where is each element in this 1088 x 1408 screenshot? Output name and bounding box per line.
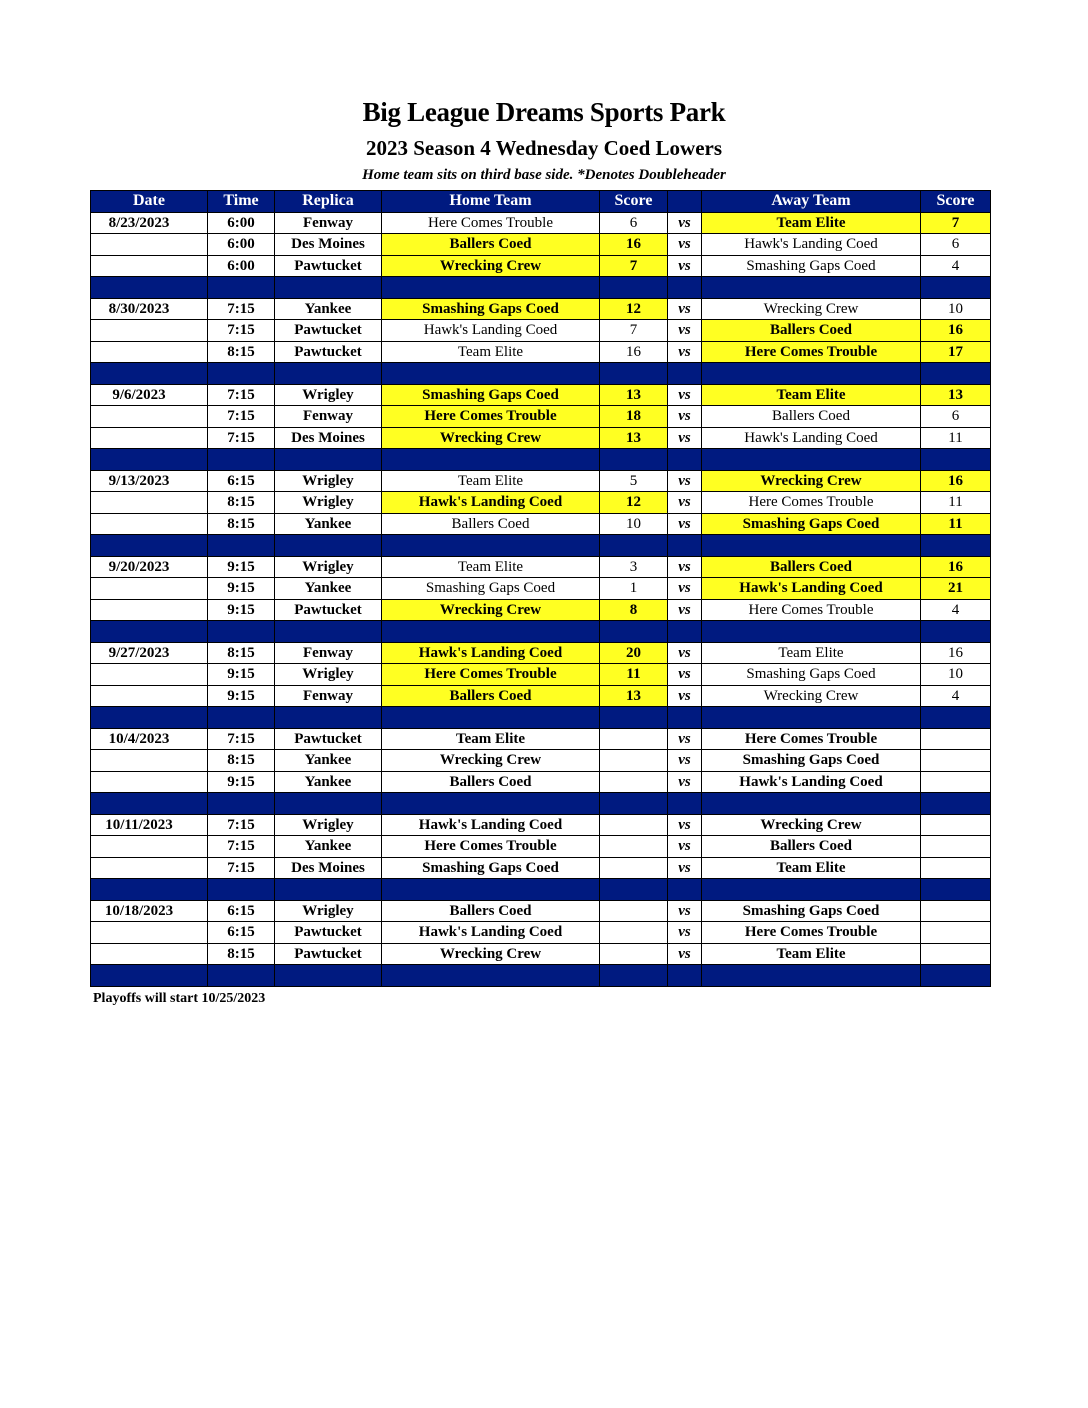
home-team: Hawk's Landing Coed bbox=[382, 642, 600, 664]
home-score: 16 bbox=[600, 234, 668, 256]
away-score: 13 bbox=[921, 384, 991, 406]
game-date bbox=[91, 750, 208, 772]
game-field: Pawtucket bbox=[275, 320, 382, 342]
vs-label: vs bbox=[668, 513, 702, 535]
game-row bbox=[91, 685, 991, 707]
page-title: Big League Dreams Sports Park bbox=[362, 97, 726, 127]
game-row bbox=[91, 384, 991, 406]
game-row bbox=[91, 750, 991, 772]
home-score: 5 bbox=[600, 470, 668, 492]
game-date: 10/11/2023 bbox=[91, 814, 208, 836]
home-score: 10 bbox=[600, 513, 668, 535]
home-score: 18 bbox=[600, 406, 668, 428]
away-score bbox=[921, 900, 991, 922]
game-date: 9/20/2023 bbox=[91, 556, 208, 578]
game-date bbox=[91, 513, 208, 535]
week-separator bbox=[91, 535, 991, 557]
home-score bbox=[600, 771, 668, 793]
away-team: Team Elite bbox=[702, 384, 921, 406]
game-date bbox=[91, 771, 208, 793]
game-field: Pawtucket bbox=[275, 943, 382, 965]
game-time: 8:15 bbox=[208, 492, 275, 514]
game-row bbox=[91, 857, 991, 879]
away-score bbox=[921, 836, 991, 858]
home-team: Wrecking Crew bbox=[382, 750, 600, 772]
game-field: Pawtucket bbox=[275, 728, 382, 750]
vs-label: vs bbox=[668, 664, 702, 686]
game-field: Yankee bbox=[275, 513, 382, 535]
away-score bbox=[921, 943, 991, 965]
week-separator bbox=[91, 793, 991, 815]
game-field: Des Moines bbox=[275, 857, 382, 879]
away-score: 17 bbox=[921, 341, 991, 363]
home-team: Team Elite bbox=[382, 341, 600, 363]
vs-label: vs bbox=[668, 771, 702, 793]
page-subtitle: 2023 Season 4 Wednesday Coed Lowers bbox=[365, 136, 723, 160]
game-field: Pawtucket bbox=[275, 255, 382, 277]
game-date: 8/30/2023 bbox=[91, 298, 208, 320]
away-team: Team Elite bbox=[702, 212, 921, 234]
home-score: 11 bbox=[600, 664, 668, 686]
away-team: Team Elite bbox=[702, 642, 921, 664]
game-time: 7:15 bbox=[208, 857, 275, 879]
away-score: 4 bbox=[921, 255, 991, 277]
game-row bbox=[91, 341, 991, 363]
game-field: Pawtucket bbox=[275, 341, 382, 363]
game-row bbox=[91, 771, 991, 793]
home-team: Smashing Gaps Coed bbox=[382, 298, 600, 320]
vs-label: vs bbox=[668, 578, 702, 600]
schedule-table bbox=[90, 190, 991, 987]
game-row bbox=[91, 728, 991, 750]
game-row bbox=[91, 814, 991, 836]
week-separator bbox=[91, 449, 991, 471]
vs-label: vs bbox=[668, 298, 702, 320]
game-date bbox=[91, 427, 208, 449]
game-field: Fenway bbox=[275, 685, 382, 707]
away-score: 21 bbox=[921, 578, 991, 600]
vs-label: vs bbox=[668, 814, 702, 836]
game-field: Fenway bbox=[275, 642, 382, 664]
game-field: Wrigley bbox=[275, 492, 382, 514]
game-date: 9/6/2023 bbox=[91, 384, 208, 406]
home-score bbox=[600, 814, 668, 836]
game-date bbox=[91, 492, 208, 514]
game-time: 8:15 bbox=[208, 943, 275, 965]
col-header-away-score: Score bbox=[921, 191, 991, 213]
vs-label: vs bbox=[668, 320, 702, 342]
game-time: 7:15 bbox=[208, 814, 275, 836]
home-team: Ballers Coed bbox=[382, 513, 600, 535]
away-team: Smashing Gaps Coed bbox=[702, 513, 921, 535]
game-time: 6:15 bbox=[208, 900, 275, 922]
game-field: Yankee bbox=[275, 836, 382, 858]
home-score: 7 bbox=[600, 255, 668, 277]
schedule-body bbox=[91, 212, 991, 986]
game-row bbox=[91, 492, 991, 514]
home-score: 20 bbox=[600, 642, 668, 664]
week-separator bbox=[91, 879, 991, 901]
home-team: Ballers Coed bbox=[382, 234, 600, 256]
vs-label: vs bbox=[668, 470, 702, 492]
game-row bbox=[91, 922, 991, 944]
home-team: Team Elite bbox=[382, 470, 600, 492]
game-field: Yankee bbox=[275, 771, 382, 793]
game-time: 7:15 bbox=[208, 728, 275, 750]
home-score: 1 bbox=[600, 578, 668, 600]
away-team: Ballers Coed bbox=[702, 836, 921, 858]
game-row bbox=[91, 578, 991, 600]
home-team: Hawk's Landing Coed bbox=[382, 320, 600, 342]
home-score bbox=[600, 943, 668, 965]
vs-label: vs bbox=[668, 384, 702, 406]
vs-label: vs bbox=[668, 492, 702, 514]
week-separator bbox=[91, 363, 991, 385]
game-date bbox=[91, 599, 208, 621]
home-team: Team Elite bbox=[382, 556, 600, 578]
home-team: Hawk's Landing Coed bbox=[382, 814, 600, 836]
away-score: 6 bbox=[921, 406, 991, 428]
week-separator bbox=[91, 277, 991, 299]
game-row bbox=[91, 642, 991, 664]
game-row bbox=[91, 599, 991, 621]
home-score: 7 bbox=[600, 320, 668, 342]
away-score bbox=[921, 750, 991, 772]
game-time: 6:00 bbox=[208, 255, 275, 277]
vs-label: vs bbox=[668, 556, 702, 578]
away-team: Smashing Gaps Coed bbox=[702, 255, 921, 277]
vs-label: vs bbox=[668, 406, 702, 428]
game-time: 7:15 bbox=[208, 320, 275, 342]
game-date bbox=[91, 857, 208, 879]
home-score bbox=[600, 900, 668, 922]
game-row bbox=[91, 406, 991, 428]
away-score: 16 bbox=[921, 556, 991, 578]
game-field: Wrigley bbox=[275, 814, 382, 836]
game-row bbox=[91, 943, 991, 965]
away-team: Smashing Gaps Coed bbox=[702, 900, 921, 922]
away-team: Smashing Gaps Coed bbox=[702, 664, 921, 686]
game-row bbox=[91, 836, 991, 858]
game-row bbox=[91, 234, 991, 256]
home-score bbox=[600, 728, 668, 750]
away-team: Here Comes Trouble bbox=[702, 728, 921, 750]
vs-label: vs bbox=[668, 599, 702, 621]
week-separator bbox=[91, 621, 991, 643]
vs-label: vs bbox=[668, 234, 702, 256]
game-field: Pawtucket bbox=[275, 599, 382, 621]
vs-label: vs bbox=[668, 836, 702, 858]
game-date: 8/23/2023 bbox=[91, 212, 208, 234]
away-score: 11 bbox=[921, 513, 991, 535]
home-team: Here Comes Trouble bbox=[382, 664, 600, 686]
game-date bbox=[91, 341, 208, 363]
away-team: Hawk's Landing Coed bbox=[702, 578, 921, 600]
away-team: Here Comes Trouble bbox=[702, 599, 921, 621]
vs-label: vs bbox=[668, 943, 702, 965]
game-time: 9:15 bbox=[208, 664, 275, 686]
game-row bbox=[91, 212, 991, 234]
game-time: 6:00 bbox=[208, 212, 275, 234]
game-field: Fenway bbox=[275, 212, 382, 234]
home-score bbox=[600, 857, 668, 879]
home-score: 13 bbox=[600, 685, 668, 707]
away-team: Wrecking Crew bbox=[702, 298, 921, 320]
home-team: Ballers Coed bbox=[382, 685, 600, 707]
home-team: Wrecking Crew bbox=[382, 427, 600, 449]
game-field: Yankee bbox=[275, 298, 382, 320]
home-team: Hawk's Landing Coed bbox=[382, 922, 600, 944]
away-team: Hawk's Landing Coed bbox=[702, 771, 921, 793]
vs-label: vs bbox=[668, 900, 702, 922]
away-score: 16 bbox=[921, 470, 991, 492]
game-time: 7:15 bbox=[208, 427, 275, 449]
game-date bbox=[91, 255, 208, 277]
game-field: Wrigley bbox=[275, 384, 382, 406]
game-date bbox=[91, 234, 208, 256]
home-score: 13 bbox=[600, 384, 668, 406]
schedule-note: Home team sits on third base side. *Denotes Doubleheader bbox=[362, 167, 726, 183]
game-field: Yankee bbox=[275, 750, 382, 772]
game-date bbox=[91, 578, 208, 600]
vs-label: vs bbox=[668, 341, 702, 363]
away-score bbox=[921, 814, 991, 836]
game-field: Pawtucket bbox=[275, 922, 382, 944]
col-header-away-team: Away Team bbox=[702, 191, 921, 213]
game-date bbox=[91, 320, 208, 342]
home-team: Ballers Coed bbox=[382, 900, 600, 922]
away-team: Wrecking Crew bbox=[702, 814, 921, 836]
away-score: 10 bbox=[921, 664, 991, 686]
game-field: Yankee bbox=[275, 578, 382, 600]
game-row bbox=[91, 255, 991, 277]
col-header-replica: Replica bbox=[275, 191, 382, 213]
away-team: Here Comes Trouble bbox=[702, 341, 921, 363]
away-team: Here Comes Trouble bbox=[702, 922, 921, 944]
home-score: 13 bbox=[600, 427, 668, 449]
home-team: Wrecking Crew bbox=[382, 943, 600, 965]
game-field: Wrigley bbox=[275, 664, 382, 686]
away-team: Smashing Gaps Coed bbox=[702, 750, 921, 772]
week-separator bbox=[91, 965, 991, 987]
game-date: 10/18/2023 bbox=[91, 900, 208, 922]
away-score: 4 bbox=[921, 599, 991, 621]
game-date bbox=[91, 836, 208, 858]
col-header-vs bbox=[668, 191, 702, 213]
vs-label: vs bbox=[668, 922, 702, 944]
away-score: 4 bbox=[921, 685, 991, 707]
home-team: Smashing Gaps Coed bbox=[382, 578, 600, 600]
game-date: 10/4/2023 bbox=[91, 728, 208, 750]
col-header-home-team: Home Team bbox=[382, 191, 600, 213]
home-score: 8 bbox=[600, 599, 668, 621]
home-score: 12 bbox=[600, 298, 668, 320]
away-score: 6 bbox=[921, 234, 991, 256]
game-field: Wrigley bbox=[275, 470, 382, 492]
home-score: 12 bbox=[600, 492, 668, 514]
game-date bbox=[91, 922, 208, 944]
away-score: 10 bbox=[921, 298, 991, 320]
game-time: 7:15 bbox=[208, 298, 275, 320]
home-team: Here Comes Trouble bbox=[382, 406, 600, 428]
away-score: 16 bbox=[921, 642, 991, 664]
game-row bbox=[91, 427, 991, 449]
vs-label: vs bbox=[668, 685, 702, 707]
game-time: 7:15 bbox=[208, 384, 275, 406]
away-score: 11 bbox=[921, 427, 991, 449]
away-team: Ballers Coed bbox=[702, 406, 921, 428]
home-score bbox=[600, 750, 668, 772]
home-team: Team Elite bbox=[382, 728, 600, 750]
game-field: Des Moines bbox=[275, 234, 382, 256]
game-time: 7:15 bbox=[208, 406, 275, 428]
away-team: Team Elite bbox=[702, 857, 921, 879]
game-row bbox=[91, 900, 991, 922]
game-time: 6:00 bbox=[208, 234, 275, 256]
game-field: Des Moines bbox=[275, 427, 382, 449]
home-team: Ballers Coed bbox=[382, 771, 600, 793]
game-row bbox=[91, 513, 991, 535]
home-score: 16 bbox=[600, 341, 668, 363]
vs-label: vs bbox=[668, 750, 702, 772]
away-team: Here Comes Trouble bbox=[702, 492, 921, 514]
game-date: 9/27/2023 bbox=[91, 642, 208, 664]
away-team: Wrecking Crew bbox=[702, 470, 921, 492]
home-team: Smashing Gaps Coed bbox=[382, 384, 600, 406]
game-date bbox=[91, 685, 208, 707]
game-date: 9/13/2023 bbox=[91, 470, 208, 492]
away-team: Team Elite bbox=[702, 943, 921, 965]
game-time: 6:15 bbox=[208, 922, 275, 944]
away-team: Ballers Coed bbox=[702, 320, 921, 342]
away-score: 16 bbox=[921, 320, 991, 342]
vs-label: vs bbox=[668, 427, 702, 449]
away-score bbox=[921, 857, 991, 879]
col-header-date: Date bbox=[91, 191, 208, 213]
game-row bbox=[91, 298, 991, 320]
header-row bbox=[91, 191, 991, 213]
away-score bbox=[921, 728, 991, 750]
home-score bbox=[600, 922, 668, 944]
game-time: 9:15 bbox=[208, 578, 275, 600]
game-field: Wrigley bbox=[275, 556, 382, 578]
game-date bbox=[91, 664, 208, 686]
game-time: 7:15 bbox=[208, 836, 275, 858]
away-team: Hawk's Landing Coed bbox=[702, 234, 921, 256]
away-score bbox=[921, 922, 991, 944]
away-score: 11 bbox=[921, 492, 991, 514]
game-time: 8:15 bbox=[208, 642, 275, 664]
home-score: 3 bbox=[600, 556, 668, 578]
away-team: Hawk's Landing Coed bbox=[702, 427, 921, 449]
home-team: Here Comes Trouble bbox=[382, 836, 600, 858]
vs-label: vs bbox=[668, 728, 702, 750]
game-time: 9:15 bbox=[208, 556, 275, 578]
home-score bbox=[600, 836, 668, 858]
game-field: Fenway bbox=[275, 406, 382, 428]
away-score bbox=[921, 771, 991, 793]
home-team: Hawk's Landing Coed bbox=[382, 492, 600, 514]
away-team: Wrecking Crew bbox=[702, 685, 921, 707]
col-header-home-score: Score bbox=[600, 191, 668, 213]
game-time: 8:15 bbox=[208, 750, 275, 772]
game-time: 8:15 bbox=[208, 513, 275, 535]
home-team: Smashing Gaps Coed bbox=[382, 857, 600, 879]
game-row bbox=[91, 664, 991, 686]
vs-label: vs bbox=[668, 857, 702, 879]
vs-label: vs bbox=[668, 255, 702, 277]
home-team: Here Comes Trouble bbox=[382, 212, 600, 234]
game-time: 9:15 bbox=[208, 771, 275, 793]
vs-label: vs bbox=[668, 642, 702, 664]
home-team: Wrecking Crew bbox=[382, 599, 600, 621]
game-field: Wrigley bbox=[275, 900, 382, 922]
away-team: Ballers Coed bbox=[702, 556, 921, 578]
game-date bbox=[91, 943, 208, 965]
game-row bbox=[91, 556, 991, 578]
home-team: Wrecking Crew bbox=[382, 255, 600, 277]
playoffs-note: Playoffs will start 10/25/2023 bbox=[93, 991, 266, 1006]
game-time: 8:15 bbox=[208, 341, 275, 363]
game-row bbox=[91, 320, 991, 342]
game-time: 9:15 bbox=[208, 685, 275, 707]
game-time: 6:15 bbox=[208, 470, 275, 492]
game-row bbox=[91, 470, 991, 492]
game-date bbox=[91, 406, 208, 428]
vs-label: vs bbox=[668, 212, 702, 234]
game-time: 9:15 bbox=[208, 599, 275, 621]
away-score: 7 bbox=[921, 212, 991, 234]
home-score: 6 bbox=[600, 212, 668, 234]
week-separator bbox=[91, 707, 991, 729]
col-header-time: Time bbox=[208, 191, 275, 213]
